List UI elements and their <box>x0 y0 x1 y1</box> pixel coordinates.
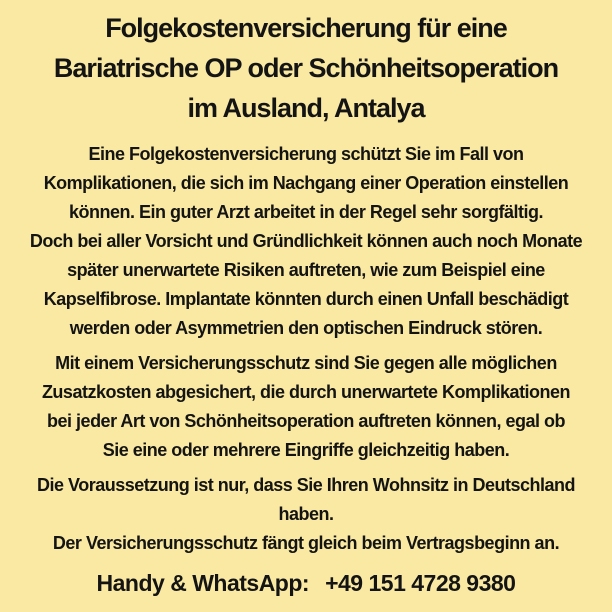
paragraph-line: werden oder Asymmetrien den optischen Eindruck stören. <box>69 318 543 338</box>
paragraph-line: Komplikationen, die sich im Nachgang einer Operation einstellen <box>43 173 569 193</box>
contact-label: Handy & WhatsApp: <box>96 570 310 596</box>
paragraph-line: später unerwartete Risiken auftreten, wie zum Beispiel eine <box>67 260 545 280</box>
contact-row <box>0 568 612 598</box>
paragraph-requirements <box>0 471 612 558</box>
paragraph-line: Zusatzkosten abgesichert, die durch unerwartete Komplikationen <box>41 382 571 402</box>
paragraph-line: Kapselfibrose. Implantate könnten durch einen Unfall beschädigt <box>43 289 569 309</box>
paragraph-line: Eine Folgekostenversicherung schützt Sie im Fall von <box>88 144 524 164</box>
paragraph-line: können. Ein guter Arzt arbeitet in der Regel sehr sorgfältig. <box>69 202 543 222</box>
title-line-2: Bariatrische OP oder Schönheitsoperation <box>53 53 559 83</box>
title-line-1: Folgekostenversicherung für eine <box>105 13 507 43</box>
paragraph-line: Mit einem Versicherungsschutz sind Sie gegen alle möglichen <box>55 353 557 373</box>
contact-phone-number: +49 151 4728 9380 <box>325 570 516 596</box>
paragraph-line: bei jeder Art von Schönheitsoperation auftreten können, egal ob <box>47 411 565 431</box>
paragraph-insurance-intro <box>0 140 612 343</box>
flyer-title <box>0 8 612 128</box>
paragraph-coverage-benefits <box>0 349 612 465</box>
paragraph-line: Die Voraussetzung ist nur, dass Sie Ihren Wohnsitz in Deutschland <box>37 475 575 495</box>
title-line-3: im Ausland, Antalya <box>187 93 425 123</box>
paragraph-line: Sie eine oder mehrere Eingriffe gleichzeitig haben. <box>102 440 510 460</box>
paragraph-line: Der Versicherungsschutz fängt gleich beim Vertragsbeginn an. <box>52 533 560 553</box>
paragraph-line: haben. <box>278 504 334 524</box>
paragraph-line: Doch bei aller Vorsicht und Gründlichkeit können auch noch Monate <box>29 231 583 251</box>
